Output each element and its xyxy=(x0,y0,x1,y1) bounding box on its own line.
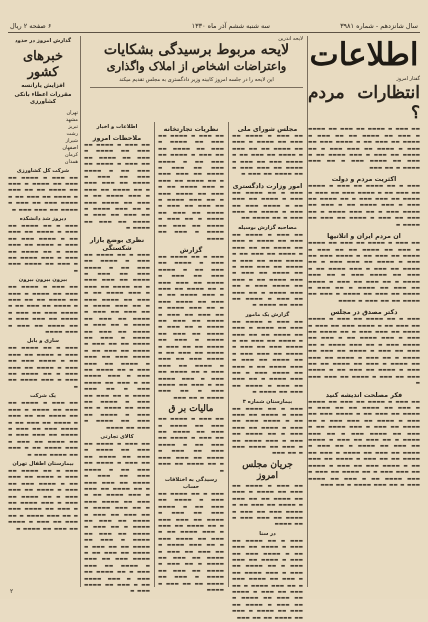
list-item: رشت xyxy=(66,130,78,137)
column-commerce xyxy=(158,122,224,593)
body-text: ▬▬ ▬▬▬ ▬ ▬▬▬▬ ▬▬ ▬▬▬ ▬▬ ▬▬▬▬ ▬ ▬▬▬ ▬▬ ▬▬▬▬ ▬▬ ▬▬ ▬▬▬ ▬ ▬▬▬▬ ▬▬ ▬▬▬ ▬▬ ▬ ▬▬▬▬ ▬▬▬ ▬▬ ▬▬▬ ▬ ▬▬▬▬ ▬▬ ▬▬▬ ▬▬▬ ▬ ▬▬ ▬▬▬▬ ▬▬ ▬▬▬ ▬ ▬▬▬ ▬▬▬▬ ▬▬ ▬ ▬▬▬ ▬▬ ▬▬▬▬ ▬▬▬ ▬ ▬▬ ▬▬▬ ▬▬▬▬ ▬ ▬▬ ▬▬▬ ▬▬ ▬▬▬ ▬ ▬▬▬▬ ▬▬ ▬▬▬ ▬▬ ▬▬▬▬ ▬ ▬▬ ▬▬▬ ▬ ▬▬▬▬ ▬▬ ▬▬▬ ▬▬ ▬▬▬▬ ▬ ▬▬▬ ▬▬ ▬▬▬▬ ▬▬ ▬▬ ▬▬▬ ▬ ▬▬▬▬ ▬▬ ▬▬▬ ▬▬ ▬ ▬▬▬▬ ▬▬▬ ▬▬ ▬▬▬ ▬ ▬▬▬▬ ▬▬ ▬▬▬ ▬▬▬ ▬ ▬▬ ▬▬▬▬ ▬▬ ▬▬▬ ▬ ▬▬▬ ▬▬▬▬ ▬▬ ▬ ▬▬▬ ▬▬ ▬▬▬▬ ▬▬▬ ▬ ▬▬ ▬▬▬ ▬▬▬▬ ▬ ▬▬ ▬▬▬ xyxy=(308,399,420,488)
section-heading: دیروز شد دانشکده xyxy=(19,215,67,222)
section-heading: گزارش یک مامور xyxy=(245,311,290,318)
city-list xyxy=(8,110,78,166)
banner-spacer xyxy=(84,36,150,122)
body-text: ▬▬ ▬▬▬ ▬ ▬▬▬▬ ▬▬ ▬▬▬ ▬▬ ▬▬▬▬ ▬ ▬▬▬ ▬▬ ▬▬▬▬ ▬▬ ▬▬ ▬▬▬ ▬ ▬▬▬▬ ▬▬ ▬▬▬ ▬▬ ▬ ▬▬▬▬ ▬▬▬ ▬▬ ▬▬▬ ▬ ▬▬▬▬ ▬▬ ▬▬▬ ▬▬▬ ▬ ▬▬ ▬▬▬▬ xyxy=(232,483,303,528)
body-text: ▬▬ ▬▬▬ ▬ ▬▬▬▬ ▬▬ ▬▬▬ ▬▬ ▬▬▬▬ ▬ ▬▬▬ ▬▬ ▬▬▬▬ ▬▬ ▬▬ ▬▬▬ ▬ ▬▬▬▬ ▬▬ ▬▬▬ ▬▬ ▬ ▬▬▬▬ ▬▬▬ ▬▬ ▬▬▬ ▬ ▬▬▬▬ ▬▬ ▬▬▬ ▬▬▬ ▬ ▬▬ ▬▬▬▬ ▬▬ ▬▬▬ ▬ ▬▬▬ ▬▬▬▬ ▬▬ ▬ ▬▬▬ ▬▬ ▬▬▬▬ ▬▬▬ ▬ ▬▬ ▬▬▬ ▬▬▬▬ ▬ ▬▬ ▬▬▬ ▬▬ ▬▬▬ ▬ ▬▬▬▬ ▬▬ ▬▬▬ ▬▬ ▬▬▬▬ ▬ xyxy=(84,143,150,232)
column-rule xyxy=(307,36,308,587)
section-heading: بیرون بیرون بیرون xyxy=(18,277,68,284)
list-item: کرمان xyxy=(64,151,78,158)
column-rule xyxy=(80,36,81,587)
body-text: ▬▬▬ ▬ ▬▬ ▬▬▬▬ ▬▬ ▬▬▬ ▬ ▬▬▬▬ ▬▬ ▬▬▬ ▬▬ ▬ ▬▬▬▬ ▬▬▬ ▬▬ ▬▬▬ ▬ ▬▬▬▬ ▬▬ ▬▬▬ ▬▬▬ ▬ ▬▬ ▬▬▬▬ ▬▬ ▬▬▬ ▬ ▬▬▬ ▬▬▬▬ ▬▬ ▬ ▬▬▬ ▬▬ ▬▬▬▬ ▬▬▬ ▬ ▬▬ ▬▬▬ ▬▬▬▬ ▬ ▬▬ ▬▬▬ ▬▬ ▬▬▬ ▬ ▬▬▬▬ ▬▬ ▬▬▬ ▬▬ ▬▬▬▬ ▬ xyxy=(308,184,420,228)
editorial-subhead: اکثریت مردم و دولت xyxy=(331,175,397,184)
section-heading: گزارش xyxy=(179,245,203,254)
list-item: مشهد xyxy=(65,116,78,123)
section-tag: گذارش امروز در حدود xyxy=(14,38,72,44)
column-editorial xyxy=(308,36,420,587)
section-heading: ملاحظات امروز xyxy=(92,134,142,142)
issue-price: ۶ صفحه ۲ ریال xyxy=(10,22,52,30)
editorial-subhead: ان مردم ایران و اتلاتیها xyxy=(327,232,401,241)
list-item: همدان xyxy=(64,158,78,165)
section-heading: کالای تجارتی xyxy=(100,434,134,441)
section-heading: نظریات تجارتخانه xyxy=(163,125,219,133)
section-heading: نظری بوضع بازار شکستگی xyxy=(89,235,145,252)
body-text: ▬▬▬ ▬ ▬▬ ▬▬▬▬ ▬▬ ▬▬▬ ▬ ▬▬▬▬ ▬▬ ▬▬▬ ▬▬ ▬ ▬▬▬▬ ▬▬▬ ▬▬ ▬▬▬ ▬ ▬▬▬▬ ▬▬ ▬▬▬ ▬▬▬ ▬ ▬▬ ▬▬▬▬ ▬▬ ▬▬▬ ▬ ▬▬▬ ▬▬▬▬ ▬▬ ▬ xyxy=(8,346,78,390)
section-heading: مالیات بر ق xyxy=(168,404,214,415)
section-subhead: افزایش یارانسه xyxy=(21,83,65,89)
editorial-tag: گفتار امروز xyxy=(396,76,420,82)
column-economy xyxy=(84,36,150,595)
editorial-subhead: فکر مصلحت اندیشه کنید xyxy=(325,390,403,399)
page-number: ۲ xyxy=(10,588,14,595)
section-heading: شرکت کل کشاورزی xyxy=(16,167,70,174)
body-text: ▬▬ ▬▬▬ ▬ ▬▬▬▬ ▬▬ ▬▬▬ ▬▬ ▬▬▬▬ ▬ ▬▬▬ ▬▬ ▬▬▬▬ ▬▬ ▬▬ ▬▬▬ ▬ ▬▬▬▬ ▬▬ ▬▬▬ ▬▬ ▬ ▬▬▬▬ ▬▬▬ ▬▬ ▬▬▬ ▬ ▬▬▬▬ ▬▬ ▬▬▬ ▬▬▬ ▬ ▬▬ ▬▬▬▬ ▬▬ ▬▬▬ ▬ ▬▬▬ ▬▬▬▬ ▬▬ ▬ ▬▬▬ ▬▬ ▬▬▬▬ ▬▬▬ ▬ ▬▬ ▬▬▬ ▬▬▬▬ ▬ ▬▬ ▬▬▬ xyxy=(308,127,420,171)
body-text: ▬▬▬ ▬ ▬▬ ▬▬▬▬ ▬▬ ▬▬▬ ▬ ▬▬▬▬ ▬▬ ▬▬▬ ▬▬ ▬ ▬▬▬▬ ▬▬▬ ▬▬ ▬▬▬ ▬ ▬▬▬▬ ▬▬ ▬▬▬ ▬▬▬ ▬ ▬▬ ▬▬▬▬ ▬▬ ▬▬▬ ▬ ▬▬▬ ▬▬▬▬ ▬▬ ▬ ▬▬▬ ▬▬ ▬▬▬▬ ▬▬▬ ▬ ▬▬ ▬▬▬ xyxy=(232,406,303,457)
section-heading: ساری و بابل xyxy=(26,338,60,345)
body-text: ▬▬▬ ▬ ▬▬ ▬▬▬▬ ▬▬ ▬▬▬ ▬ ▬▬▬▬ ▬▬ ▬▬▬ ▬▬ ▬ ▬▬▬▬ ▬▬▬ ▬▬ ▬▬▬ ▬ ▬▬▬▬ ▬▬ ▬▬▬ ▬▬▬ ▬ ▬▬ ▬▬▬▬ ▬▬ ▬▬▬ ▬ ▬▬▬ ▬▬▬▬ ▬▬ ▬ ▬▬▬ ▬▬ ▬▬▬▬ ▬▬▬ ▬ ▬▬ ▬▬▬ ▬▬▬▬ ▬ ▬▬ ▬▬▬ ▬▬ ▬▬▬ ▬ ▬▬▬▬ ▬▬ ▬▬▬ ▬▬ ▬▬▬▬ ▬ ▬▬ ▬▬▬ ▬ ▬▬▬▬ ▬▬ ▬▬▬ ▬▬ ▬▬▬▬ ▬ ▬▬▬ ▬▬ ▬▬▬▬ ▬▬ ▬▬ ▬▬▬ ▬ ▬▬▬▬ xyxy=(158,491,224,593)
body-text: ▬▬ ▬▬▬ ▬ ▬▬▬▬ ▬▬ ▬▬▬ ▬▬ ▬▬▬▬ ▬ ▬▬▬ ▬▬ ▬▬▬▬ ▬▬ ▬▬ ▬▬▬ ▬ ▬▬▬▬ ▬▬ ▬▬▬ ▬▬ ▬ ▬▬▬▬ ▬▬▬ ▬▬ ▬▬▬ ▬ ▬▬▬▬ ▬▬ ▬▬▬ ▬▬▬ ▬ ▬▬ ▬▬▬▬ ▬▬ ▬▬▬ ▬ ▬▬▬ ▬▬▬▬ ▬▬ ▬ ▬▬▬ ▬▬ ▬▬▬▬ ▬▬▬ ▬ ▬▬ ▬▬▬ ▬▬▬▬ ▬ ▬▬ ▬▬▬ ▬▬ ▬▬▬ ▬ ▬▬▬▬ ▬▬ ▬▬▬ ▬▬ ▬▬▬▬ ▬ ▬▬ ▬▬▬ ▬ ▬▬▬▬ ▬▬ ▬▬▬ ▬▬ ▬▬▬▬ ▬ ▬▬▬ ▬▬ ▬▬▬▬ ▬▬ ▬▬ ▬▬▬ ▬ ▬▬▬▬ xyxy=(308,241,420,304)
editorial-title: انتظارات مردم ؟ xyxy=(308,83,420,124)
body-text: ▬▬ ▬▬▬ ▬ ▬▬▬▬ ▬▬ ▬▬▬ ▬▬ ▬▬▬▬ ▬ ▬▬▬ ▬▬ ▬▬▬▬ ▬▬ ▬▬ ▬▬▬ ▬ ▬▬▬▬ ▬▬ ▬▬▬ ▬▬ ▬ ▬▬▬▬ ▬▬▬ ▬▬ ▬▬▬ ▬ ▬▬▬▬ ▬▬ ▬▬▬ ▬▬▬ ▬ xyxy=(8,175,78,213)
body-text: ▬▬ ▬▬▬ ▬ ▬▬▬▬ ▬▬ ▬▬▬ ▬▬ ▬▬▬▬ ▬ ▬▬▬ ▬▬ ▬▬▬▬ ▬▬ ▬▬ ▬▬▬ ▬ ▬▬▬▬ ▬▬ ▬▬▬ ▬▬ ▬ ▬▬▬▬ ▬▬▬ ▬▬ ▬▬▬ ▬ ▬▬▬▬ ▬▬ ▬▬▬ ▬▬▬ ▬ ▬▬ ▬▬▬▬ ▬▬ ▬▬▬ ▬ ▬▬▬ ▬▬▬▬ ▬▬ ▬ ▬▬▬ ▬▬ ▬▬▬▬ ▬▬▬ ▬ ▬▬ ▬▬▬ ▬▬▬▬ ▬ ▬▬ ▬▬▬ ▬▬ ▬▬▬ ▬ ▬▬▬▬ ▬▬ ▬▬▬ ▬▬ ▬▬▬▬ ▬ ▬▬ ▬▬▬ ▬ ▬▬▬▬ ▬▬ ▬▬▬ ▬▬ ▬▬▬▬ ▬ ▬▬▬ ▬▬ ▬▬▬▬ xyxy=(158,134,224,242)
column-country-news xyxy=(8,36,78,587)
section-heading: بیمارستان شماره ۳ xyxy=(242,398,293,405)
section-subhead: مقررات اعطاء بانکی کشاورزی xyxy=(14,91,72,105)
list-item: اصفهان xyxy=(62,144,78,151)
column-parliament xyxy=(232,122,303,621)
banner-lede: این لایحه را در جلسه امروز کابینه وزیر دادگستری به مجلس تقدیم میکند xyxy=(119,77,274,84)
body-text: ▬▬ ▬▬▬ ▬ ▬▬▬▬ ▬▬ ▬▬▬ ▬▬ ▬▬▬▬ ▬ ▬▬▬ ▬▬ ▬▬▬▬ ▬▬ ▬▬ ▬▬▬ ▬ ▬▬▬▬ ▬▬ ▬▬▬ ▬▬ ▬ ▬▬▬▬ ▬▬▬ ▬▬ ▬▬▬ ▬ ▬▬▬▬ ▬▬ ▬▬▬ ▬▬▬ ▬ ▬▬ ▬▬▬▬ ▬▬ ▬▬▬ ▬ ▬▬▬ ▬▬▬▬ xyxy=(8,285,78,336)
issue-number: سال شانزدهم - شماره ۳۹۸۱ xyxy=(340,22,418,30)
masthead: اطلاعات xyxy=(309,37,419,73)
banner-headline: لایحه مربوط برسیدگی بشکایات xyxy=(103,42,290,59)
section-heading: مصاحبه گزارش بوسیله xyxy=(238,224,297,231)
column-rule xyxy=(228,122,229,587)
body-text: ▬▬▬ ▬ ▬▬ ▬▬▬▬ ▬▬ ▬▬▬ ▬ ▬▬▬▬ ▬▬ ▬▬▬ ▬▬ ▬ ▬▬▬▬ ▬▬▬ ▬▬ ▬▬▬ ▬ ▬▬▬▬ ▬▬ ▬▬▬ ▬▬▬ ▬ ▬▬ ▬▬▬▬ ▬▬ xyxy=(232,190,303,222)
section-heading: در سنا xyxy=(259,530,276,537)
body-text: ▬▬ ▬▬▬ ▬ ▬▬▬▬ ▬▬ ▬▬▬ ▬▬ ▬▬▬▬ ▬ ▬▬▬ ▬▬ ▬▬▬▬ ▬▬ ▬▬ ▬▬▬ ▬ ▬▬▬▬ ▬▬ ▬▬▬ ▬▬ ▬ ▬▬▬▬ ▬▬▬ ▬▬ ▬▬▬ ▬ ▬▬▬▬ ▬▬ ▬▬▬ ▬▬▬ ▬ ▬▬ ▬▬▬▬ ▬▬ ▬▬▬ ▬ ▬▬▬ ▬▬▬▬ ▬▬ ▬ ▬▬▬ ▬▬ ▬▬▬▬ ▬▬▬ ▬ ▬▬ ▬▬▬ ▬▬▬▬ ▬ ▬▬ ▬▬▬ ▬▬ ▬▬▬ ▬ ▬▬▬▬ ▬▬ ▬▬▬ ▬▬ ▬▬▬▬ ▬ xyxy=(232,232,303,309)
section-title: خبرهای کشور xyxy=(22,49,64,80)
editorial-subhead: دکتر مصدق در مجلس xyxy=(330,308,398,317)
section-heading: جریان مجلس امروز xyxy=(242,459,293,481)
section-heading: بیمارستان اطفال تهران xyxy=(12,460,74,467)
banner-subheadline: واعتراضات اشخاص از املاک واگذاری xyxy=(106,59,287,74)
body-text: ▬▬▬ ▬ ▬▬ ▬▬▬▬ ▬▬ ▬▬▬ ▬ ▬▬▬▬ ▬▬ ▬▬▬ ▬▬ ▬ ▬▬▬▬ ▬▬▬ ▬▬ ▬▬▬ ▬ ▬▬▬▬ ▬▬ ▬▬▬ ▬▬▬ ▬ ▬▬ ▬▬▬▬ ▬▬ ▬▬▬ ▬ ▬▬▬ ▬▬▬▬ ▬▬ ▬ ▬▬▬ ▬▬ ▬▬▬▬ ▬▬▬ ▬ ▬▬ ▬▬▬ ▬▬▬▬ ▬ ▬▬ ▬▬▬ ▬▬ ▬▬▬ ▬ ▬▬▬▬ ▬▬ ▬▬▬ ▬▬ ▬▬▬▬ ▬ ▬▬ ▬▬▬ ▬ ▬▬▬▬ ▬▬ ▬▬▬ ▬▬ ▬▬▬▬ ▬ ▬▬▬ ▬▬ ▬▬▬▬ ▬▬ ▬▬ ▬▬▬ ▬ ▬▬▬▬ ▬▬ ▬▬▬ ▬▬ ▬ ▬▬▬▬ ▬▬▬ ▬▬ ▬▬▬ ▬ ▬▬▬▬ ▬▬ ▬▬▬ ▬▬▬ ▬ ▬▬ ▬▬▬▬ ▬▬ ▬▬▬ ▬ ▬▬▬ ▬▬▬▬ ▬▬ ▬ ▬▬▬ ▬▬ ▬▬▬▬ ▬▬▬ ▬ ▬▬ ▬▬▬ ▬▬▬▬ ▬ ▬▬ ▬▬▬ ▬▬ ▬▬▬ ▬ ▬▬▬▬ ▬▬ ▬▬▬ ▬▬ ▬▬▬▬ ▬ ▬▬ ▬▬▬ ▬ ▬▬▬▬ ▬▬ ▬▬▬ ▬▬ ▬▬▬▬ ▬ ▬▬▬ ▬▬ ▬▬▬▬ xyxy=(84,252,150,431)
section-heading: رسیدگی به اختلافات حساب xyxy=(164,476,218,490)
list-item: تبریز xyxy=(68,123,78,130)
banner-tag: لایحه اندرین xyxy=(278,36,303,42)
body-text: ▬▬ ▬▬▬ ▬ ▬▬▬▬ ▬▬ ▬▬▬ ▬▬ ▬▬▬▬ ▬ ▬▬▬ ▬▬ ▬▬▬▬ ▬▬ ▬▬ ▬▬▬ ▬ ▬▬▬▬ ▬▬ ▬▬▬ ▬▬ ▬ ▬▬▬▬ ▬▬▬ ▬▬ ▬▬▬ ▬ ▬▬▬▬ ▬▬ ▬▬▬ ▬▬▬ ▬ ▬▬ ▬▬▬▬ ▬▬ ▬▬▬ ▬ xyxy=(158,417,224,474)
body-text: ▬▬▬ ▬ ▬▬ ▬▬▬▬ ▬▬ ▬▬▬ ▬ ▬▬▬▬ ▬▬ ▬▬▬ ▬▬ ▬ ▬▬▬▬ ▬▬▬ ▬▬ ▬▬▬ ▬ ▬▬▬▬ ▬▬ ▬▬▬ ▬▬▬ ▬ ▬▬ ▬▬▬▬ ▬▬ ▬▬▬ ▬ ▬▬▬ ▬▬▬▬ ▬▬ ▬ ▬▬▬ ▬▬ ▬▬▬▬ ▬▬▬ ▬ ▬▬ ▬▬▬ ▬▬▬▬ ▬ ▬▬ ▬▬▬ ▬▬ ▬▬▬ ▬ ▬▬▬▬ ▬▬ ▬▬▬ ▬▬ ▬▬▬▬ ▬ ▬▬ ▬▬▬ ▬ ▬▬▬▬ ▬▬ ▬▬▬ ▬▬ ▬▬▬▬ ▬ ▬▬▬ ▬▬ ▬▬▬▬ ▬▬ ▬▬ ▬▬▬ ▬ ▬▬▬▬ ▬▬ ▬▬▬ ▬▬ ▬ ▬▬▬▬ ▬▬▬ ▬▬ ▬▬▬ ▬ ▬▬▬▬ ▬▬ ▬▬▬ ▬▬▬ ▬ xyxy=(308,317,420,387)
dateline-bar xyxy=(8,20,420,33)
body-text: ▬▬ ▬▬▬ ▬ ▬▬▬▬ ▬▬ ▬▬▬ ▬▬ ▬▬▬▬ ▬ ▬▬▬ ▬▬ ▬▬▬▬ ▬▬ ▬▬ ▬▬▬ ▬ ▬▬▬▬ ▬▬ ▬▬▬ ▬▬ ▬ ▬▬▬▬ ▬▬▬ ▬▬ ▬▬▬ ▬ ▬▬▬▬ ▬▬ ▬▬▬ ▬▬▬ ▬ ▬▬ ▬▬▬▬ ▬▬ ▬▬▬ ▬ ▬▬▬ ▬▬▬▬ ▬▬ ▬ ▬▬▬ ▬▬ ▬▬▬▬ ▬▬▬ ▬ xyxy=(8,401,78,458)
body-text: ▬▬▬ ▬ ▬▬ ▬▬▬▬ ▬▬ ▬▬▬ ▬ ▬▬▬▬ ▬▬ ▬▬▬ ▬▬ ▬ ▬▬▬▬ ▬▬▬ ▬▬ ▬▬▬ ▬ ▬▬▬▬ ▬▬ ▬▬▬ ▬▬▬ ▬ ▬▬ ▬▬▬▬ ▬▬ ▬▬▬ ▬ ▬▬▬ ▬▬▬▬ ▬▬ ▬ ▬▬▬ ▬▬ ▬▬▬▬ ▬▬▬ ▬ ▬▬ ▬▬▬ ▬▬▬▬ ▬ ▬▬ ▬▬▬ ▬▬ ▬▬▬ ▬ ▬▬▬▬ ▬▬ ▬▬▬ ▬▬ ▬▬▬▬ ▬ xyxy=(8,468,78,532)
issue-date: سه شنبه ششم آذر ماه ۱۳۳۰ xyxy=(191,22,270,30)
list-item: تهران xyxy=(66,109,78,116)
section-heading: یک شرکت xyxy=(30,393,56,400)
body-text: ▬▬▬ ▬ ▬▬ ▬▬▬▬ ▬▬ ▬▬▬ ▬ ▬▬▬▬ ▬▬ ▬▬▬ ▬▬ ▬ ▬▬▬▬ ▬▬▬ ▬▬ ▬▬▬ ▬ ▬▬▬▬ ▬▬ ▬▬▬ ▬▬▬ ▬ ▬▬ ▬▬▬▬ ▬▬ ▬▬▬ ▬ ▬▬▬ ▬▬▬▬ ▬▬ ▬ ▬▬▬ ▬▬ ▬▬▬▬ ▬▬▬ ▬ ▬▬ ▬▬▬ ▬▬▬▬ ▬ ▬▬ ▬▬▬ ▬▬ ▬▬▬ ▬ ▬▬▬▬ ▬▬ ▬▬▬ ▬▬ ▬▬▬▬ ▬ ▬▬ ▬▬▬ ▬ ▬▬▬▬ ▬▬ ▬▬▬ ▬▬ ▬▬▬▬ ▬ ▬▬▬ ▬▬ ▬▬▬▬ ▬▬ ▬▬ ▬▬▬ xyxy=(232,538,303,621)
body-text: ▬▬▬ ▬ ▬▬ ▬▬▬▬ ▬▬ ▬▬▬ ▬ ▬▬▬▬ ▬▬ ▬▬▬ ▬▬ ▬ ▬▬▬▬ ▬▬▬ ▬▬ ▬▬▬ ▬ ▬▬▬▬ ▬▬ ▬▬▬ ▬▬▬ ▬ ▬▬ ▬▬▬▬ ▬▬ ▬▬▬ ▬ ▬▬▬ ▬▬▬▬ ▬▬ ▬ ▬▬▬ ▬▬ ▬▬▬▬ ▬▬▬ ▬ xyxy=(8,223,78,274)
section-heading: مجلس شورای ملی xyxy=(237,125,298,133)
body-text: ▬▬▬ ▬ ▬▬ ▬▬▬▬ ▬▬ ▬▬▬ ▬ ▬▬▬▬ ▬▬ ▬▬▬ ▬▬ ▬ ▬▬▬▬ ▬▬▬ ▬▬ ▬▬▬ ▬ ▬▬▬▬ ▬▬ ▬▬▬ ▬▬▬ ▬ ▬▬ ▬▬▬▬ ▬▬ ▬▬▬ ▬ ▬▬▬ ▬▬▬▬ ▬▬ ▬ ▬▬▬ ▬▬ ▬▬▬▬ ▬▬▬ ▬ ▬▬ ▬▬▬ ▬▬▬▬ ▬ ▬▬ ▬▬▬ ▬▬ ▬▬▬ ▬ ▬▬▬▬ ▬▬ ▬▬▬ ▬▬ ▬▬▬▬ ▬ ▬▬ ▬▬▬ ▬ ▬▬▬▬ ▬▬ ▬▬▬ ▬▬ ▬▬▬▬ ▬ ▬▬▬ ▬▬ ▬▬▬▬ ▬▬ ▬▬ ▬▬▬ ▬ ▬▬▬▬ ▬▬ ▬▬▬ ▬▬ ▬ ▬▬▬▬ ▬▬▬ ▬▬ ▬▬▬ ▬ ▬▬▬▬ ▬▬ ▬▬▬ ▬▬▬ ▬ ▬▬ ▬▬▬▬ ▬▬ ▬▬▬ ▬ ▬▬▬ ▬▬▬▬ ▬▬ ▬ ▬▬▬ ▬▬ ▬▬▬▬ ▬▬▬ ▬ ▬▬ ▬▬▬ ▬▬▬▬ ▬ ▬▬ ▬▬▬ xyxy=(158,254,224,401)
column-rule xyxy=(154,122,155,587)
section-heading: اطلاعات و اخبار xyxy=(96,124,138,130)
section-heading: امور وزارت دادگستری xyxy=(232,181,303,190)
body-text: ▬▬ ▬▬▬ ▬ ▬▬▬▬ ▬▬ ▬▬▬ ▬▬ ▬▬▬▬ ▬ ▬▬▬ ▬▬ ▬▬▬▬ ▬▬ ▬▬ ▬▬▬ ▬ ▬▬▬▬ ▬▬ ▬▬▬ ▬▬ ▬ ▬▬▬▬ ▬▬▬ ▬▬ ▬▬▬ ▬ ▬▬▬▬ ▬▬ ▬▬▬ ▬▬▬ ▬ ▬▬ ▬▬▬▬ ▬▬ ▬▬▬ ▬ ▬▬▬ ▬▬▬▬ ▬▬ ▬ ▬▬▬ ▬▬ ▬▬▬▬ ▬▬▬ ▬ ▬▬ ▬▬▬ ▬▬▬▬ ▬ ▬▬ ▬▬▬ ▬▬ ▬▬▬ ▬ ▬▬▬▬ ▬▬ ▬▬▬ ▬▬ ▬▬▬▬ ▬ xyxy=(232,319,303,396)
body-text: ▬▬ ▬▬▬ ▬ ▬▬▬▬ ▬▬ ▬▬▬ ▬▬ ▬▬▬▬ ▬ ▬▬▬ ▬▬ ▬▬▬▬ ▬▬ ▬▬ ▬▬▬ ▬ ▬▬▬▬ ▬▬ ▬▬▬ ▬▬ ▬ ▬▬▬▬ ▬▬▬ ▬▬ ▬▬▬ ▬ ▬▬▬▬ ▬▬ ▬▬▬ ▬▬▬ ▬ ▬▬ ▬▬▬▬ ▬▬ ▬▬▬ ▬ xyxy=(232,134,303,178)
body-text: ▬▬ ▬▬▬ ▬ ▬▬▬▬ ▬▬ ▬▬▬ ▬▬ ▬▬▬▬ ▬ ▬▬▬ ▬▬ ▬▬▬▬ ▬▬ ▬▬ ▬▬▬ ▬ ▬▬▬▬ ▬▬ ▬▬▬ ▬▬ ▬ ▬▬▬▬ ▬▬▬ ▬▬ ▬▬▬ ▬ ▬▬▬▬ ▬▬ ▬▬▬ ▬▬▬ ▬ ▬▬ ▬▬▬▬ ▬▬ ▬▬▬ ▬ ▬▬▬ ▬▬▬▬ ▬▬ ▬ ▬▬▬ ▬▬ ▬▬▬▬ ▬▬▬ ▬ ▬▬ ▬▬▬ ▬▬▬▬ ▬ ▬▬ ▬▬▬ ▬▬ ▬▬▬ ▬ ▬▬▬▬ ▬▬ ▬▬▬ ▬▬ ▬▬▬▬ ▬ ▬▬ ▬▬▬ ▬ ▬▬▬▬ ▬▬ ▬▬▬ ▬▬ ▬▬▬▬ ▬ ▬▬▬ ▬▬ ▬▬▬▬ ▬▬ ▬▬ ▬▬▬ ▬ ▬▬▬▬ ▬▬ ▬▬▬ ▬▬ ▬ ▬▬▬▬ ▬▬▬ ▬▬ ▬▬▬ ▬ ▬▬▬▬ ▬▬ ▬▬▬ ▬▬▬ ▬ ▬▬ ▬▬▬▬ ▬▬ ▬▬▬ ▬ ▬▬▬ ▬▬▬▬ ▬▬ ▬ ▬▬▬ ▬▬ ▬▬▬▬ ▬▬▬ ▬ xyxy=(84,442,150,595)
list-item: شیراز xyxy=(65,137,78,144)
